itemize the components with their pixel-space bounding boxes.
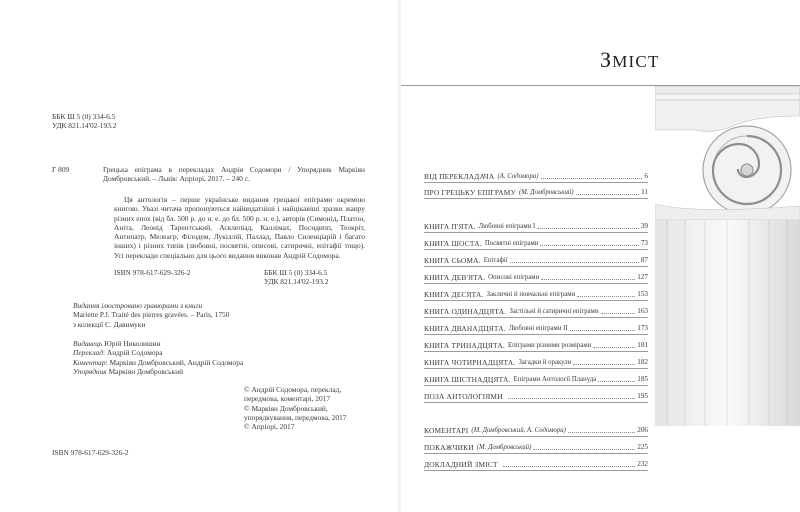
- toc-entry[interactable]: [424, 220, 648, 233]
- credit-value: Андрій Содомора: [106, 348, 163, 358]
- toc-entry-title: КНИГА ОДИНАДЦЯТА.: [424, 307, 507, 316]
- toc-entry-title: КНИГА ДВАНАДЦЯТА.: [424, 324, 506, 333]
- toc-leader-dots: [541, 178, 643, 179]
- toc-leader-dots: [593, 347, 635, 348]
- toc-entry-title: КНИГА СЬОМА.: [424, 256, 481, 265]
- toc-entry[interactable]: [424, 441, 648, 454]
- toc-entry-page: 181: [637, 341, 648, 349]
- heading-initial: З: [600, 47, 613, 72]
- copyright-block: [244, 385, 394, 431]
- credit-value: Маркіян Домбровський, Андрій Содомора: [109, 357, 244, 367]
- credit-value: Юрій Николишин: [104, 339, 161, 348]
- toc-entry-title: КНИГА ШІСТНАДЦЯТА.: [424, 375, 511, 384]
- toc-leader-dots: [503, 466, 635, 467]
- toc-entry-title: КНИГА П'ЯТА.: [424, 222, 476, 231]
- toc-leader-dots: [510, 262, 639, 263]
- credit-label: Видавець: [73, 339, 103, 348]
- toc-entry-subtitle: Описові епіграми: [488, 274, 540, 281]
- toc-entry-title: ПОКАЖЧИКИ: [424, 443, 474, 452]
- toc-leader-dots: [540, 245, 638, 246]
- toc-entry-title: КНИГА ДЕСЯТА.: [424, 290, 484, 299]
- toc-entry-page: 11: [641, 188, 648, 196]
- toc-entry-title: КНИГА ТРИНАДЦЯТА.: [424, 341, 505, 350]
- toc-entry-subtitle: Епіграми Антології Плануда: [513, 376, 597, 383]
- copyright-line: передмова, коментарі, 2017: [244, 394, 331, 404]
- toc-entry-page: 6: [644, 172, 648, 180]
- toc-leader-dots: [533, 449, 635, 450]
- credit-line: Коментар: Маркіян Домбровський, Андрій Содомора: [73, 357, 244, 367]
- illustration-note: [73, 301, 323, 329]
- toc-entry-subtitle: (М. Домбровський): [518, 189, 574, 196]
- credit-label: Переклад: [73, 348, 103, 358]
- toc-leader-dots: [573, 364, 635, 365]
- toc-entry[interactable]: [424, 424, 648, 437]
- credit-line: [73, 339, 323, 348]
- credit-value: Маркіян Домбровський: [108, 366, 184, 376]
- toc-entry-title: КОМЕНТАРІ: [424, 426, 469, 435]
- toc-leader-dots: [576, 194, 640, 195]
- toc-entry[interactable]: [424, 186, 648, 199]
- toc-entry[interactable]: [424, 237, 648, 250]
- credit-label: Упорядник: [73, 366, 107, 376]
- toc-entry-title: ДОКЛАДНИЙ ЗМІСТ: [424, 460, 498, 469]
- toc-leader-dots: [570, 330, 636, 331]
- udk-code: УДК 821.14'02-193.2: [264, 277, 329, 287]
- toc-leader-dots: [508, 398, 635, 399]
- toc-entry[interactable]: [424, 170, 648, 183]
- annotation-text: Ця антологія – перше українське видання грецької епіграми окремою книгою. Увазі читача пропонуються найвидатніші і найцікавіші зразки жанру різних епох (від бл. 500 р. до н. е. до бл. 500 р. н. е.), авторів (Симонід, Платон, Аніта, Леонід Тарентський, Асклепіад, Каллімах, Посидипп, Теокріт, Антипатр, Мелеагр, Філодем, Лукіллій, Паллад, Павло Силенціарій і багато інших) і різних типів (любовні, посвятні, описові, сатиричні, епітафії тощо). Усі переклади спеціально для цього видання виконав Андрій Содомора.: [114, 195, 365, 260]
- toc-entry-page: 127: [637, 273, 648, 281]
- toc-entry-subtitle: Епіграми різними розмірами: [507, 342, 592, 349]
- imprint-page: [0, 0, 399, 512]
- illustration-note-line: з колекції С. Давимуки: [73, 319, 146, 329]
- toc-entry[interactable]: [424, 373, 648, 386]
- toc-entry-page: 173: [637, 324, 648, 332]
- toc-entry[interactable]: [424, 322, 648, 335]
- isbn-entry: ISBN 978-617-629-326-2: [114, 268, 191, 277]
- toc-entry[interactable]: [424, 254, 648, 267]
- contents-heading: [600, 47, 660, 73]
- toc-entry-page: 182: [637, 358, 648, 366]
- toc-entry-page: 232: [637, 460, 648, 468]
- toc-entry-title: ПОЗА АНТОЛОГІЯМИ: [424, 392, 503, 401]
- toc-entry-page: 87: [640, 256, 648, 264]
- toc-leader-dots: [541, 279, 635, 280]
- bbk-top-block: [52, 112, 116, 131]
- isbn-footer: ISBN 978-617-629-326-2: [52, 448, 129, 457]
- toc-leader-dots: [577, 296, 635, 297]
- toc-entry-subtitle: Посвятні епіграми: [484, 240, 539, 247]
- credit-label: Коментар: [73, 357, 106, 367]
- udk-code: УДК 821.14'02-193.2: [52, 121, 117, 131]
- bbk-code: ББК Ш 5 (0) 334-6.5: [264, 268, 328, 277]
- author-mark: Г 809: [52, 165, 70, 174]
- toc-leader-dots: [601, 313, 636, 314]
- toc-entry-page: 195: [637, 392, 648, 400]
- toc-entry[interactable]: [424, 458, 648, 471]
- toc-entry-subtitle: Любовні епіграми II: [508, 325, 568, 332]
- toc-entry-subtitle: (М. Домбровський, А. Содомора): [471, 427, 566, 434]
- toc-entry-subtitle: Закличні й повчальні епіграми: [486, 291, 576, 298]
- toc-entry-page: 225: [637, 443, 648, 451]
- toc-entry-subtitle: (А. Содомора): [497, 173, 539, 180]
- toc-entry[interactable]: [424, 288, 648, 301]
- toc-entry-title: ПРО ГРЕЦЬКУ ЕПІГРАМУ: [424, 188, 516, 197]
- toc-entry-title: КНИГА ЧОТИРНАДЦЯТА.: [424, 358, 516, 367]
- copyright-line: © Андрій Содомора, переклад,: [244, 385, 342, 394]
- toc-entry[interactable]: [424, 339, 648, 352]
- toc-entry[interactable]: [424, 390, 648, 403]
- toc-entry-page: 39: [640, 222, 648, 230]
- copyright-line: © Апріорі, 2017: [244, 422, 295, 432]
- toc-entry-page: 163: [637, 307, 648, 315]
- ionic-column-illustration: [655, 86, 800, 426]
- toc-leader-dots: [537, 228, 639, 229]
- toc-entry-title: КНИГА ДЕВ'ЯТА.: [424, 273, 486, 282]
- toc-entry[interactable]: [424, 356, 648, 369]
- heading-rest: МІСТ: [612, 52, 660, 71]
- illustration-note-line: Mariette P.J. Traité des pierres gravées. – Paris, 1750: [73, 310, 230, 320]
- toc-entry-title: КНИГА ШОСТА.: [424, 239, 482, 248]
- copyright-line: упорядкування, передмова, 2017: [244, 412, 347, 422]
- toc-entry[interactable]: [424, 305, 648, 318]
- bbk-code: ББК Ш 5 (0) 334-6.5: [52, 112, 116, 121]
- toc-entry-title: ВІД ПЕРЕКЛАДАЧА: [424, 172, 495, 181]
- toc-leader-dots: [568, 432, 635, 433]
- bbk-entry-block: [264, 268, 328, 287]
- toc-entry-subtitle: Любовні епіграми I: [478, 223, 536, 230]
- credits: [73, 339, 323, 376]
- toc-entry-page: 73: [640, 239, 648, 247]
- toc-entry[interactable]: [424, 271, 648, 284]
- annotation: [114, 195, 365, 260]
- toc-entry-subtitle: (М. Домбровський): [476, 444, 532, 451]
- illustration-note-line: Видання ілюстровано гравюрами з книги: [73, 301, 203, 310]
- bibliographic-entry: Грецька епіграма в перекладах Андрія Содомори / Упорядник Маркіян Домбровський. – Львів: Апріорі, 2017. – 240 с.: [103, 165, 365, 184]
- toc-entry-page: 153: [637, 290, 648, 298]
- toc-entry-page: 185: [637, 375, 648, 383]
- toc-entry-subtitle: Застільні й сатиричні епіграми: [509, 308, 599, 315]
- toc-entry-subtitle: Епітафії: [483, 257, 508, 264]
- credit-line: [73, 367, 323, 376]
- toc-leader-dots: [598, 381, 635, 382]
- toc-entry-subtitle: Загадки й оракули: [518, 359, 572, 366]
- credit-line: Переклад: Андрій Содомора: [73, 348, 163, 358]
- copyright-line: © Маркіян Домбровський,: [244, 403, 328, 413]
- toc-entry-page: 206: [637, 426, 648, 434]
